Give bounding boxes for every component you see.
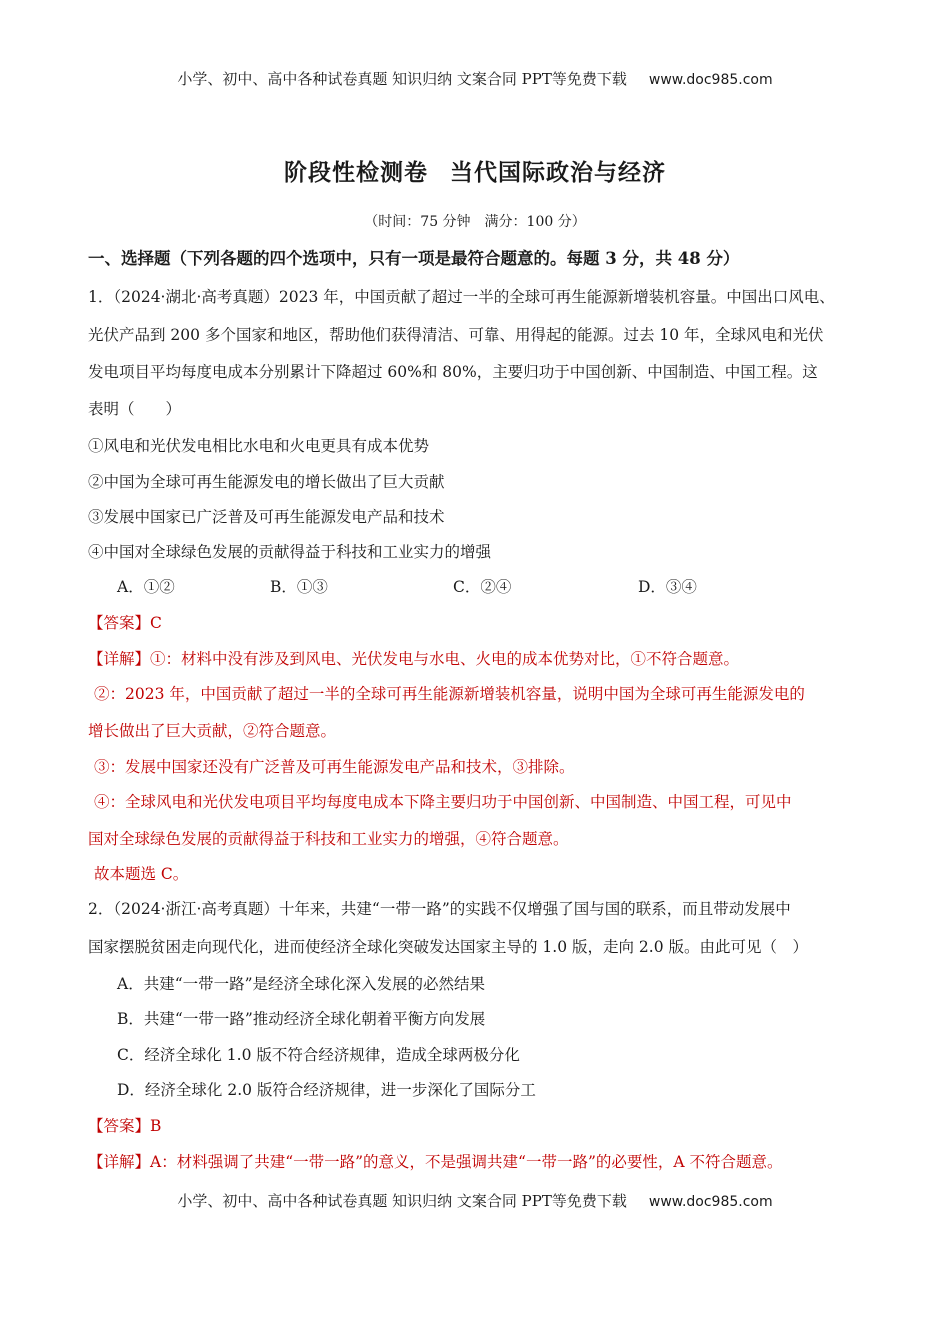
header-url[interactable]: www.doc985.com (648, 72, 773, 88)
q1-detail-line: 【详解】①：材料中没有涉及到风电、光伏发电与水电、火电的成本优势对比，①不符合题意。 (88, 650, 740, 668)
title-part2: 当代国际政治与经济 (450, 159, 666, 186)
q1-option-d[interactable]: D．③④ (638, 578, 697, 596)
q2-option-b[interactable]: B．共建“一带一路”推动经济全球化朝着平衡方向发展 (117, 1010, 486, 1028)
q1-detail-line: ③：发展中国家还没有广泛普及可再生能源发电产品和技术，③排除。 (94, 758, 575, 776)
q1-answer: 【答案】C (88, 614, 162, 632)
q1-option-c[interactable]: C．②④ (453, 578, 512, 596)
q2-stem-line: 国家摆脱贫困走向现代化，进而使经济全球化突破发达国家主导的 1.0 版，走向 2.0 版。由此可见（ ） (88, 938, 809, 956)
title-part1: 阶段性检测卷 (284, 159, 428, 186)
q1-detail-line: 增长做出了巨大贡献，②符合题意。 (88, 722, 337, 740)
footer-url[interactable]: www.doc985.com (648, 1194, 773, 1210)
footer-text: 小学、初中、高中各种试卷真题 知识归纳 文案合同 PPT等免费下载 (177, 1192, 627, 1210)
q2-option-c[interactable]: C．经济全球化 1.0 版不符合经济规律，造成全球两极分化 (117, 1046, 520, 1064)
q2-answer: 【答案】B (88, 1117, 162, 1135)
q1-option-b[interactable]: B．①③ (270, 578, 328, 596)
section-heading: 一、选择题（下列各题的四个选项中，只有一项是最符合题意的。每题 3 分，共 48 分） (88, 249, 740, 268)
q1-stem-line: 1．（2024·湖北·高考真题）2023 年，中国贡献了超过一半的全球可再生能源新增装机容量。中国出口风电、 (88, 288, 835, 306)
q2-detail-line: 【详解】A：材料强调了共建“一带一路”的意义，不是强调共建“一带一路”的必要性，A 不符合题意。 (88, 1153, 783, 1171)
q1-item: ④中国对全球绿色发展的贡献得益于科技和工业实力的增强 (88, 543, 492, 561)
q2-stem-line: 2．（2024·浙江·高考真题）十年来，共建“一带一路”的实践不仅增强了国与国的联系，而且带动发展中 (88, 900, 791, 918)
q1-item: ②中国为全球可再生能源发电的增长做出了巨大贡献 (88, 473, 445, 491)
q1-conclusion: 故本题选 C。 (94, 865, 189, 883)
q2-option-d[interactable]: D．经济全球化 2.0 版符合经济规律，进一步深化了国际分工 (117, 1081, 536, 1099)
q1-stem-line: 表明（ ） (88, 400, 182, 418)
q1-stem-line: 发电项目平均每度电成本分别累计下降超过 60%和 80%，主要归功于中国创新、中国制造、中国工程。这 (88, 363, 818, 381)
exam-time-score: （时间：75 分钟 满分：100 分） (364, 214, 586, 230)
page-footer (0, 1190, 950, 1211)
q1-option-a[interactable]: A．①② (117, 578, 175, 596)
page-title (0, 154, 950, 187)
page-header (0, 68, 950, 89)
q1-item: ③发展中国家已广泛普及可再生能源发电产品和技术 (88, 508, 445, 526)
q1-item: ①风电和光伏发电相比水电和火电更具有成本优势 (88, 437, 430, 455)
q1-detail-line: ④：全球风电和光伏发电项目平均每度电成本下降主要归功于中国创新、中国制造、中国工程，可见中 (94, 793, 792, 811)
q1-stem-line: 光伏产品到 200 多个国家和地区，帮助他们获得清洁、可靠、用得起的能源。过去 10 年，全球风电和光伏 (88, 326, 824, 344)
q2-option-a[interactable]: A．共建“一带一路”是经济全球化深入发展的必然结果 (117, 975, 486, 993)
q1-detail-line: ②：2023 年，中国贡献了超过一半的全球可再生能源新增装机容量，说明中国为全球可再生能源发电的 (94, 685, 805, 703)
q1-detail-line: 国对全球绿色发展的贡献得益于科技和工业实力的增强，④符合题意。 (88, 830, 569, 848)
header-text: 小学、初中、高中各种试卷真题 知识归纳 文案合同 PPT等免费下载 (177, 70, 627, 88)
